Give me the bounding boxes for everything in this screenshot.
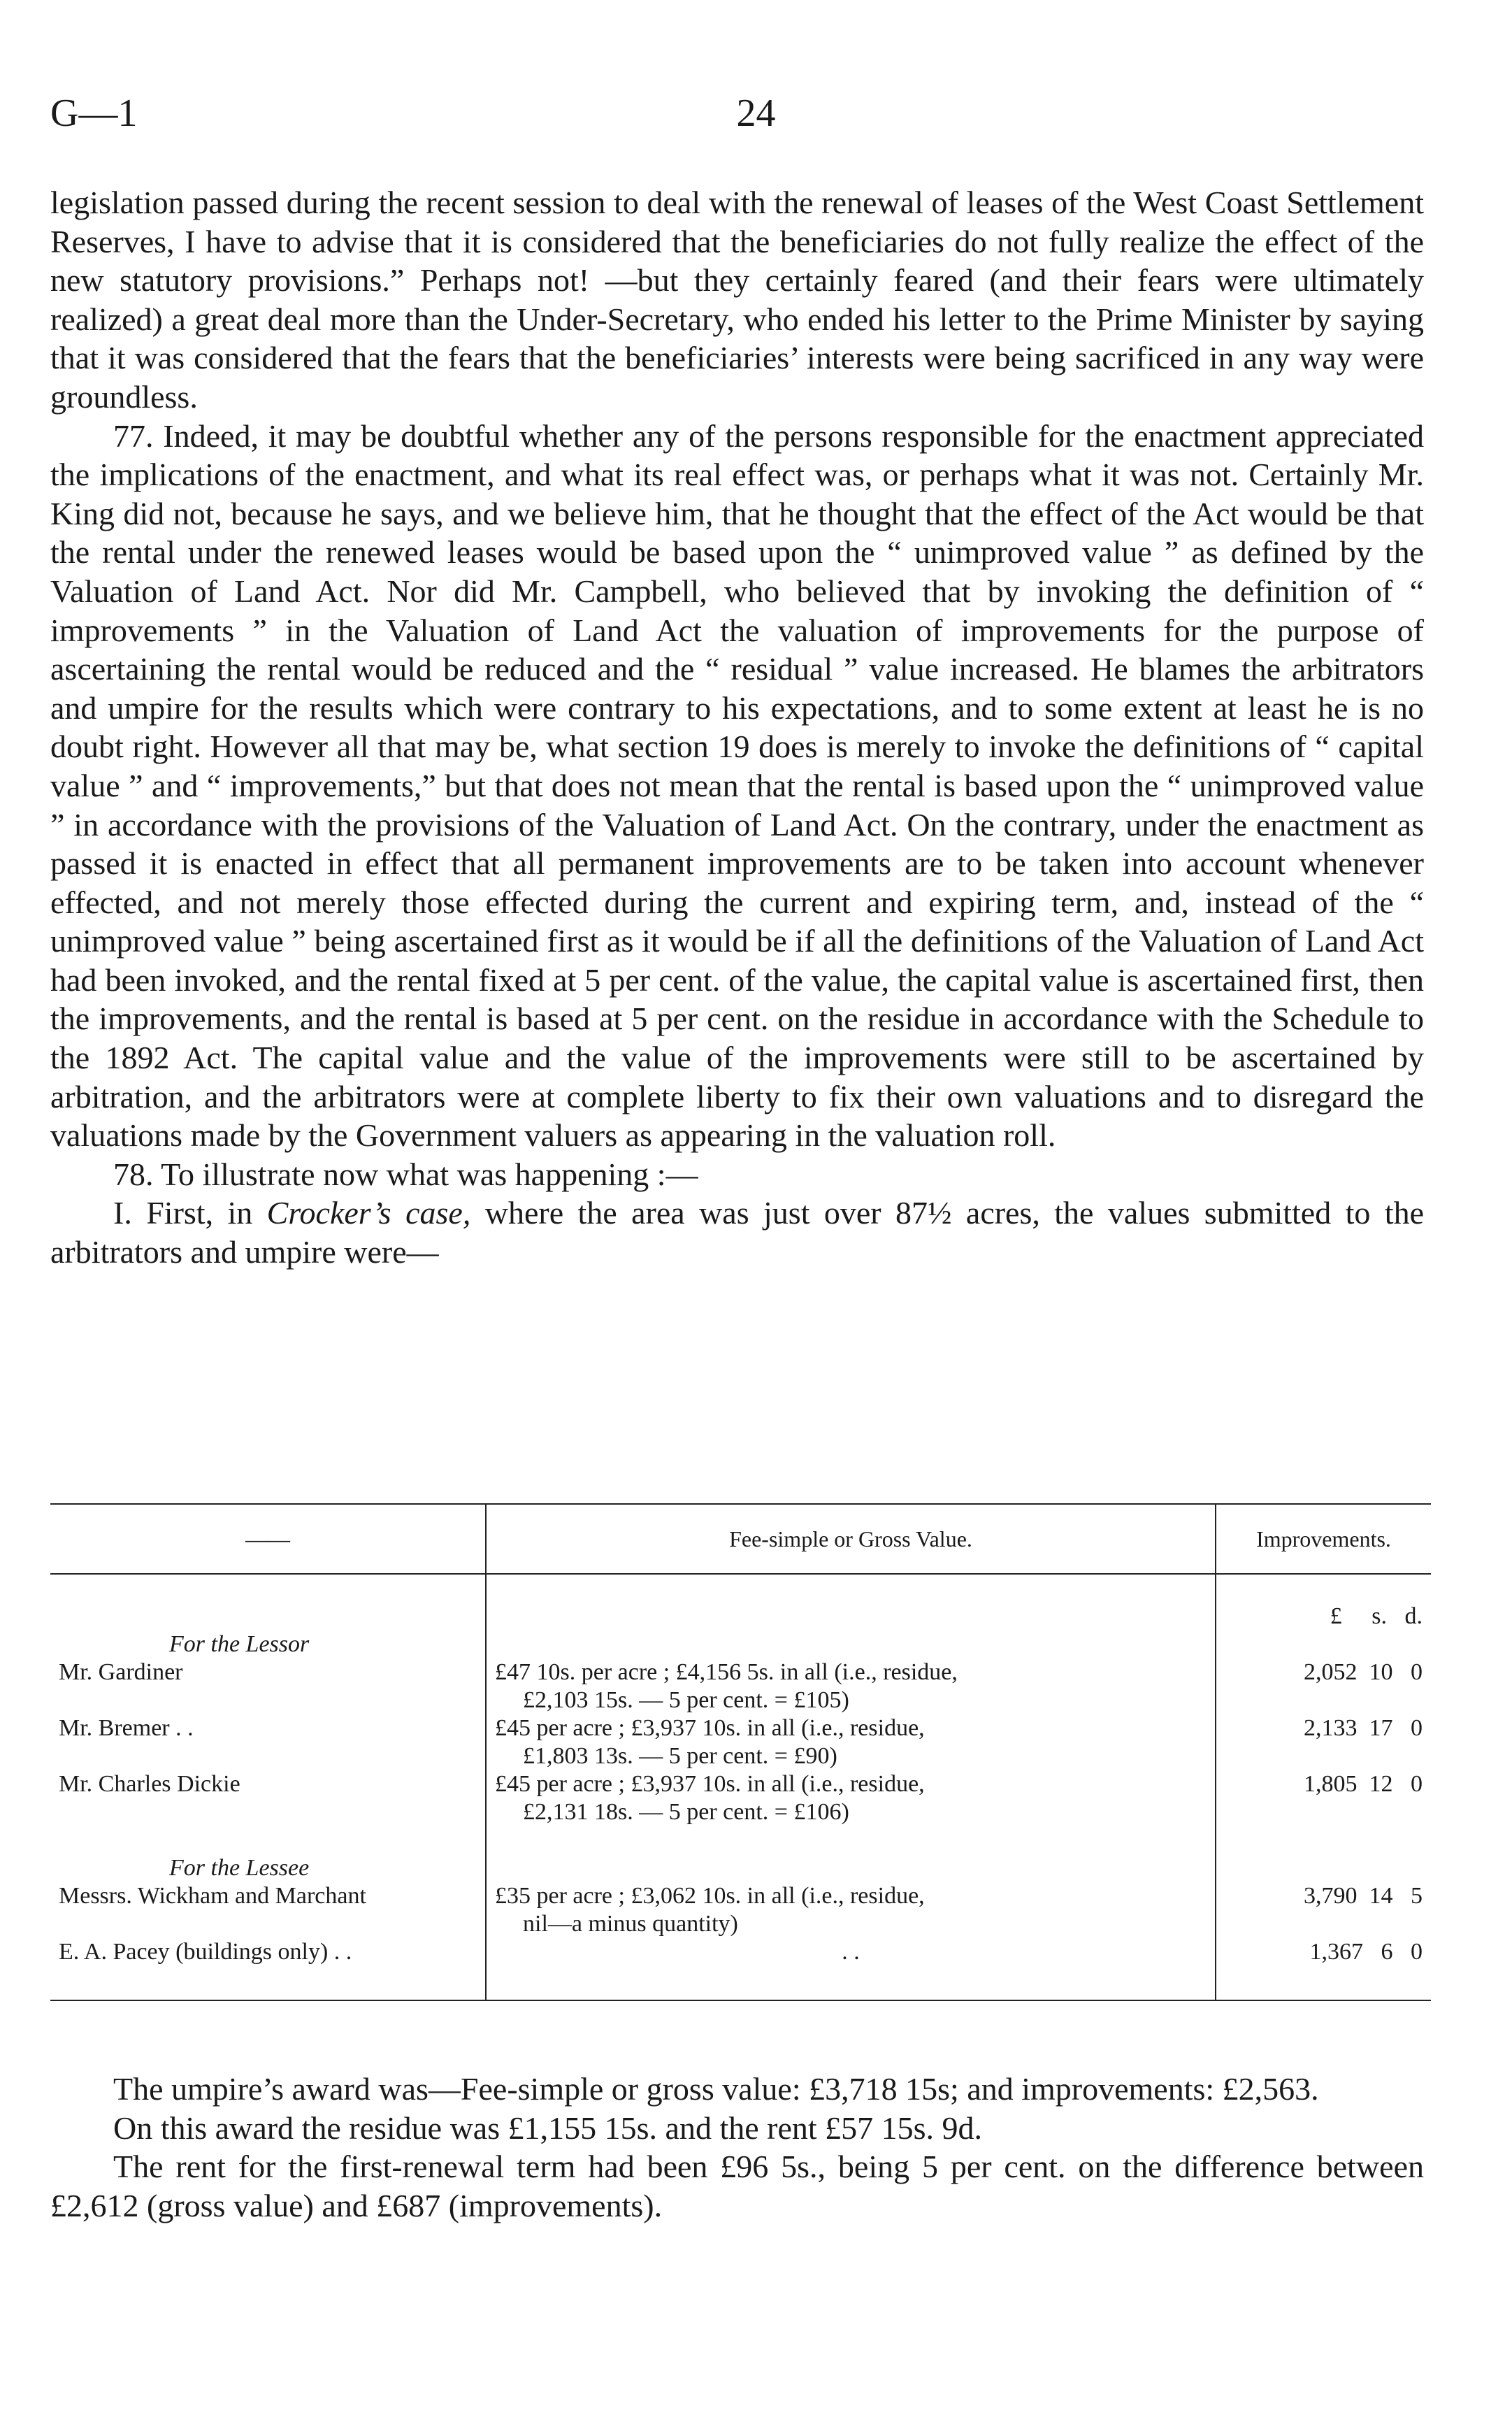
- row-value-line1: £45 per acre ; £3,937 10s. in all (i.e., residue,: [495, 1771, 925, 1797]
- table-row: [50, 1938, 1431, 1966]
- paragraph-continuation: legislation passed during the recent session to deal with the renewal of leases of the West Coast Settlement Reserves, I have to advise that it is considered that the beneficiaries do not fully realize the effect of the new statutory provisions.” Perhaps not! —but they certainly feared (and their fears were ultimately realized) a great deal more than the Under-Secretary, who ended his letter to the Prime Minister by saying that it was considered that the fears that the beneficiaries’ interests were being sacrificed in any way were groundless.: [50, 185, 1424, 415]
- units-label: £ s. d.: [1330, 1603, 1423, 1629]
- row-value-line2: £2,131 18s. — 5 per cent. = £106): [523, 1799, 849, 1825]
- lessee-caption: For the Lessee: [169, 1855, 310, 1881]
- page-header: [50, 83, 1462, 145]
- award-residue: On this award the residue was £1,155 15s. and the rent £57 15s. 9d.: [113, 2109, 983, 2146]
- table-row: [50, 1714, 1431, 1770]
- table-row: [50, 1658, 1431, 1714]
- row-name: E. A. Pacey (buildings only) . .: [59, 1939, 352, 1965]
- row-improvements: 1,367 6 0: [1309, 1939, 1423, 1965]
- lessor-caption-row: [50, 1631, 1431, 1658]
- first-renewal-rent: The rent for the first-renewal term had been £96 5s., being 5 per cent. on the difference between £2,612 (gross value) and £687 (improvements).: [50, 2149, 1424, 2223]
- row-improvements: 3,790 14 5: [1304, 1883, 1423, 1909]
- row-value-line1: . .: [486, 1938, 1216, 1966]
- case-name: Crocker’s case,: [266, 1195, 471, 1231]
- paragraph-first-case: [50, 1194, 1424, 1271]
- umpire-award: The umpire’s award was—Fee-simple or gross value: £3,718 15s; and improvements: £2,563.: [113, 2071, 1319, 2107]
- row-improvements: 2,052 10 0: [1304, 1659, 1423, 1685]
- paragraph-77: 77. Indeed, it may be doubtful whether any of the persons responsible for the enactment appreciated the implications of the enactment, and what its real effect was, or perhaps what it was not. Certainly Mr. King did not, because he says, and we believe him, that he thought that the effect of the Act would be that the rental under the renewed leases would be based upon the “ unimproved value ” as defined by the Valuation of Land Act. Nor did Mr. Campbell, who believed that by invoking the definition of “ improvements ” in the Valuation of Land Act the valuation of improvements for the purpose of ascertaining the rental would be reduced and the “ residual ” value increased. He blames the arbitrators and umpire for the results which were contrary to his expectations, and to some extent at least he is no doubt right. However all that may be, what section 19 does is merely to invoke the definitions of “ capital value ” and “ improvements,” but that does not mean that the rental is based upon the “ unimproved value ” in accordance with the provisions of the Valuation of Land Act. On the contrary, under the enactment as passed it is enacted in effect that all permanent improvements are to be taken into account whenever effected, and not merely those effected during the current and expiring term, and, instead of the “ unimproved value ” being ascertained first as it would be if all the definitions of the Valuation of Land Act had been invoked, and the rental fixed at 5 per cent. of the value, the capital value is ascertained first, then the improvements, and the rental is based at 5 per cent. on the residue in accordance with the Schedule to the 1892 Act. The capital value and the value of the improvements were still to be ascertained by arbitration, and the arbitrators were at complete liberty to fix their own valuations and to disregard the valuations made by the Government valuers as appearing in the valuation roll.: [50, 417, 1424, 1154]
- row-name: Mr. Bremer . .: [59, 1715, 194, 1741]
- row-value-line2: nil—a minus quantity): [523, 1911, 738, 1937]
- lessee-caption-row: [50, 1854, 1431, 1882]
- row-name: Mr. Charles Dickie: [59, 1771, 240, 1797]
- first-case-rest: where the area was just over 87½ acres, the values submitted to the arbitrators and umpire were—: [50, 1195, 1425, 1270]
- row-improvements: 2,133 17 0: [1304, 1715, 1423, 1741]
- paragraph-78: 78. To illustrate now what was happening :—: [113, 1156, 698, 1192]
- table-row: [50, 1770, 1431, 1826]
- col-header-blank: ——: [50, 1504, 486, 1574]
- row-name: Messrs. Wickham and Marchant: [59, 1883, 366, 1909]
- first-case-lead: I. First, in: [113, 1195, 267, 1231]
- row-value-line1: £35 per acre ; £3,062 10s. in all (i.e., residue,: [495, 1883, 925, 1909]
- closing-text: [50, 2070, 1424, 2225]
- row-improvements: 1,805 12 0: [1304, 1771, 1423, 1797]
- table-header-row: [50, 1504, 1431, 1574]
- row-name: Mr. Gardiner: [59, 1659, 183, 1685]
- row-value-line1: £47 10s. per acre ; £4,156 5s. in all (i.e., residue,: [495, 1659, 958, 1685]
- row-value-line2: £1,803 13s. — 5 per cent. = £90): [523, 1743, 837, 1769]
- row-value-line2: £2,103 15s. — 5 per cent. = £105): [523, 1687, 849, 1713]
- col-header-improvements: Improvements.: [1216, 1504, 1431, 1574]
- valuation-table: [50, 1503, 1424, 2001]
- col-header-gross-value: Fee-simple or Gross Value.: [486, 1504, 1216, 1574]
- lessor-caption: For the Lessor: [169, 1631, 310, 1657]
- page-number: 24: [736, 92, 776, 135]
- table-row: [50, 1882, 1431, 1938]
- body-text: [50, 183, 1424, 1272]
- document-reference: G—1: [50, 92, 138, 135]
- units-row: [50, 1603, 1431, 1631]
- row-value-line1: £45 per acre ; £3,937 10s. in all (i.e., residue,: [495, 1715, 925, 1741]
